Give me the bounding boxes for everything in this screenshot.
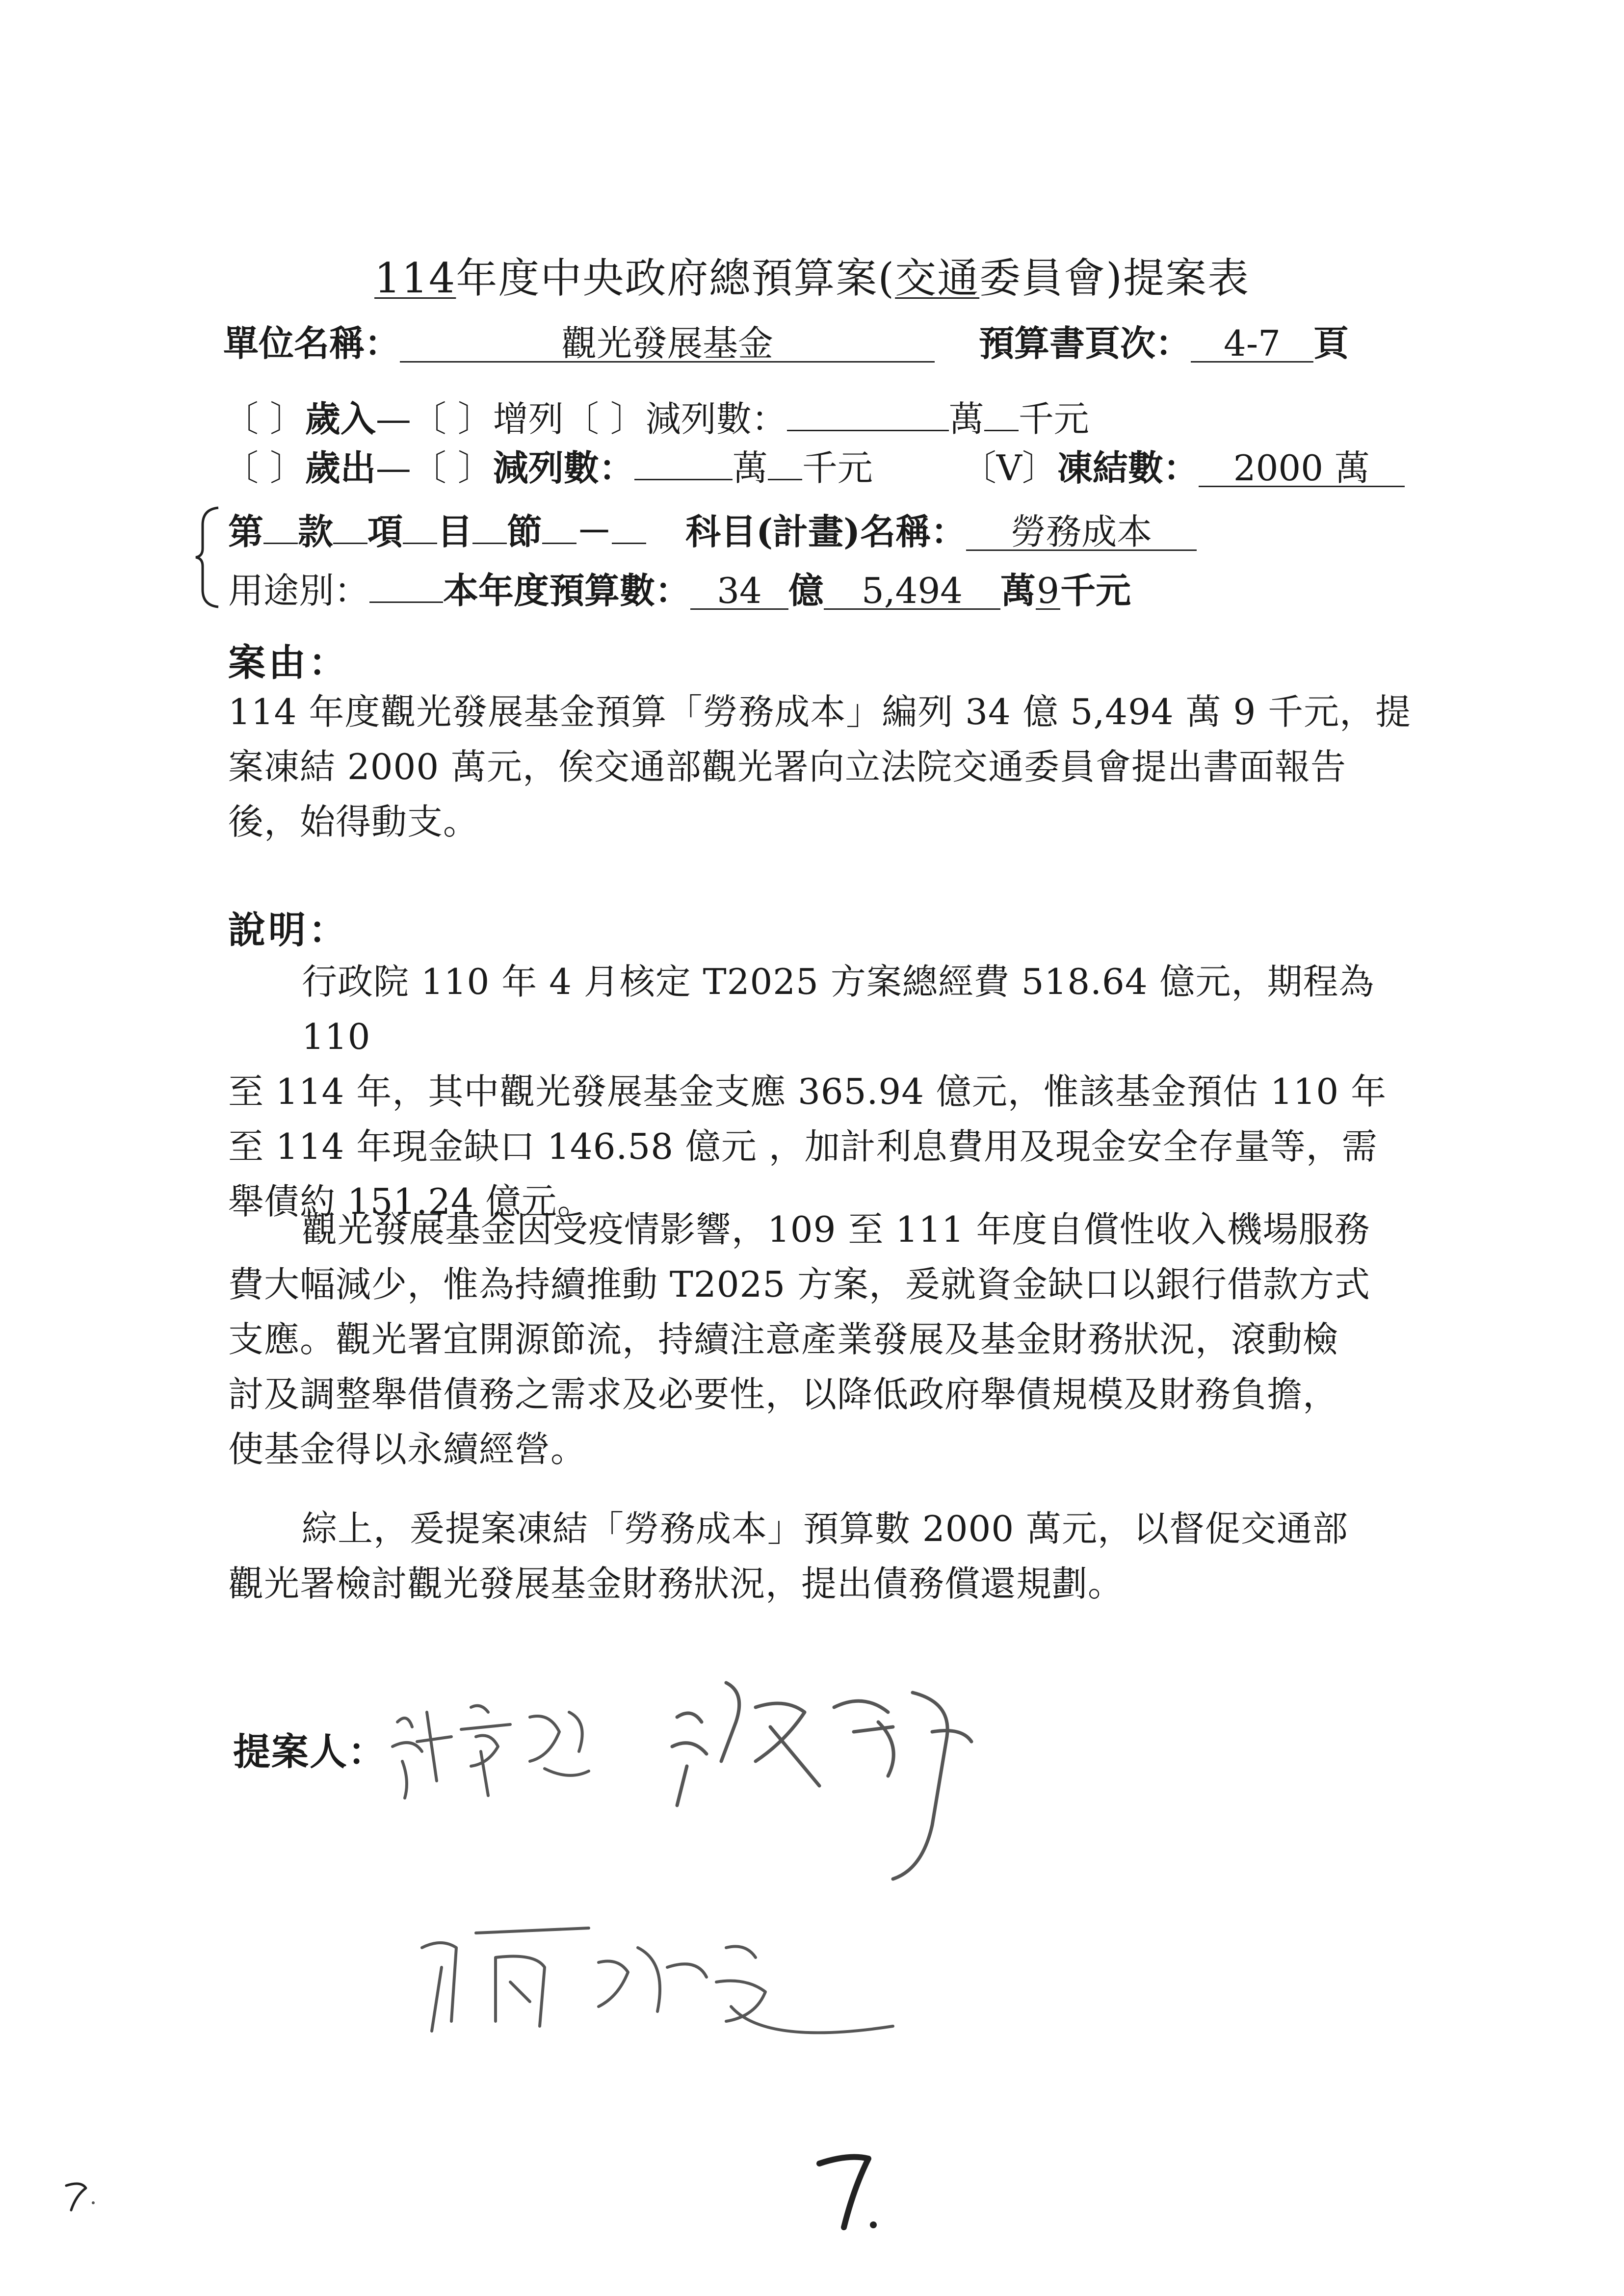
revenue-label: 歲入 <box>305 398 376 440</box>
use-label: 用途別： <box>228 570 370 611</box>
reason-line: 案凍結 2000 萬元，俟交通部觀光署向立法院交通委員會提出書面報告 <box>228 746 1347 787</box>
revenue-increase-checkbox: 〔 〕 <box>411 398 493 440</box>
revenue-wan-unit: 萬 <box>948 398 984 440</box>
explanation-paragraph-2 <box>228 1202 1435 1477</box>
revenue-decrease-checkbox: 〔 〕 <box>563 398 646 440</box>
explanation-line: 觀光發展基金因受疫情影響，109 至 111 年度自償性收入機場服務 <box>302 1209 1370 1250</box>
revenue-increase-label: 增列 <box>493 398 564 440</box>
item-jie-blank <box>542 500 576 544</box>
item-row <box>228 500 1197 556</box>
revenue-qian-blank <box>984 388 1019 431</box>
freeze-label: 凍結數： <box>1057 447 1199 489</box>
revenue-row <box>223 388 1089 444</box>
item-kuan-blank <box>333 500 367 544</box>
revenue-decrease-label: 減列數： <box>645 398 787 440</box>
unit-row <box>223 319 1349 368</box>
budget-page-suffix: 頁 <box>1313 322 1349 364</box>
brace-bracket <box>194 505 223 608</box>
budget-qian-value: 9 <box>1036 566 1060 610</box>
reason-heading: 案由： <box>228 641 349 684</box>
expense-checkbox: 〔 〕 <box>223 447 305 489</box>
item-di: 第 <box>228 511 264 552</box>
reason-body <box>228 684 1425 849</box>
budget-wan-value: 5,494 <box>824 566 1000 610</box>
item-mu-blank <box>472 500 507 544</box>
item-sep-blank <box>612 500 646 544</box>
title-part2: 委員會)提案表 <box>979 254 1250 302</box>
explanation-heading: 說明： <box>228 908 349 952</box>
item-jie: 節 <box>507 511 543 552</box>
title-part1: 年度中央政府總預算案( <box>456 254 895 302</box>
revenue-dash: — <box>375 398 411 440</box>
budget-qian-unit: 千元 <box>1060 570 1131 611</box>
revenue-wan-blank <box>787 388 949 431</box>
explanation-paragraph-3 <box>228 1501 1435 1611</box>
page-title <box>0 245 1624 305</box>
expense-label: 歲出 <box>305 447 376 489</box>
budget-yi-unit: 億 <box>788 570 824 611</box>
explanation-line: 費大幅減少，惟為持續推動 T2025 方案，爰就資金缺口以銀行借款方式 <box>228 1264 1371 1305</box>
revenue-checkbox: 〔 〕 <box>223 398 305 440</box>
expense-dash: — <box>375 447 411 489</box>
reason-line: 後，始得動支。 <box>228 801 479 842</box>
expense-decrease-checkbox: 〔 〕 <box>411 447 493 489</box>
subject-label: 科目(計畫)名稱： <box>685 511 967 552</box>
budget-wan-unit: 萬 <box>1000 570 1036 611</box>
item-xiang: 項 <box>367 511 403 552</box>
item-separator: － <box>576 511 612 552</box>
budget-row <box>228 559 1131 615</box>
signature-2 <box>657 1663 991 1908</box>
unit-label: 單位名稱： <box>223 322 400 364</box>
explanation-line: 支應。觀光署宜開源節流，持續注意產業發展及基金財務狀況，滾動檢 <box>228 1319 1339 1360</box>
use-blank <box>369 559 443 603</box>
budget-page-value: 4-7 <box>1191 319 1313 363</box>
budget-label: 本年度預算數： <box>443 570 691 611</box>
signature-3 <box>412 1904 913 2065</box>
freeze-checkbox: 〔V〕 <box>961 447 1057 489</box>
explanation-paragraph-1 <box>228 954 1435 1229</box>
explanation-line: 舉債約 151.24 億元。 <box>228 1181 593 1222</box>
signature-1 <box>383 1683 638 1810</box>
explanation-line: 觀光署檢討觀光發展基金財務狀況，提出債務償還規劃。 <box>228 1563 1124 1604</box>
expense-wan-blank <box>634 437 733 480</box>
explanation-line: 討及調整舉借債務之需求及必要性，以降低政府舉債規模及財務負擔， <box>228 1374 1339 1415</box>
revenue-qian-unit: 千元 <box>1018 398 1089 440</box>
title-year: 114 <box>374 254 456 302</box>
item-di-blank <box>263 500 298 544</box>
item-mu: 目 <box>437 511 473 552</box>
handwritten-page-number <box>810 2144 898 2242</box>
subject-value: 勞務成本 <box>966 507 1197 551</box>
item-xiang-blank <box>403 500 437 544</box>
expense-row <box>223 437 1405 493</box>
expense-wan-unit: 萬 <box>732 447 768 489</box>
freeze-value: 2000 萬 <box>1199 444 1405 487</box>
reason-line: 114 年度觀光發展基金預算「勞務成本」編列 34 億 5,494 萬 9 千元，提 <box>228 691 1412 732</box>
budget-yi-value: 34 <box>690 566 788 610</box>
explanation-line: 至 114 年現金缺口 146.58 億元 ，加計利息費用及現金安全存量等，需 <box>228 1126 1378 1167</box>
margin-mark <box>59 2173 103 2218</box>
unit-value: 觀光發展基金 <box>400 319 935 363</box>
explanation-line: 使基金得以永續經營。 <box>228 1429 587 1470</box>
explanation-line: 綜上，爰提案凍結「勞務成本」預算數 2000 萬元，以督促交通部 <box>302 1508 1349 1549</box>
expense-qian-unit: 千元 <box>802 447 873 489</box>
item-kuan: 款 <box>298 511 334 552</box>
expense-decrease-label: 減列數： <box>493 447 634 489</box>
explanation-line: 行政院 110 年 4 月核定 T2025 方案總經費 518.64 億元，期程為 110 <box>302 961 1375 1057</box>
explanation-line: 至 114 年，其中觀光發展基金支應 365.94 億元，惟該基金預估 110 年 <box>228 1071 1387 1112</box>
budget-page-label: 預算書頁次： <box>979 322 1191 364</box>
proposer-label: 提案人： <box>233 1730 386 1774</box>
title-committee: 交通 <box>895 254 980 302</box>
expense-qian-blank <box>768 437 802 480</box>
